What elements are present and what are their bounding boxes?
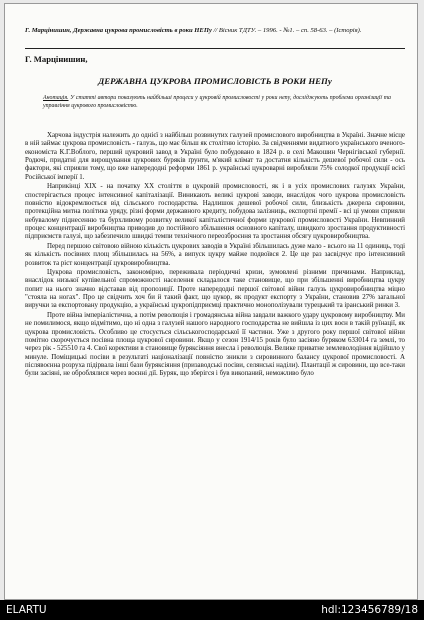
paragraph: Перед першою світовою війною кількість цукрових заводів в Україні збільшилась дуже мало - всього на 11 одиниць, тоді як кількість посівних площ збільшилась на 56%, а випуск цукру майже подвоївся 2. Це ще раз засвідчує про інтенсивний розвиток та ріст концентрації цукровиробництва. (25, 242, 405, 267)
article-title: ДЕРЖАВНА ЦУКРОВА ПРОМИСЛОВІСТЬ В РОКИ НЕПу (98, 76, 332, 86)
paragraph: Наприкінці ХІХ - на початку ХХ століття в цукровій промисловості, як і в усіх промислових галузях України, спостерігається процес інтенсивної капіталізації. Виникають великі цукрові заводи, внаслідок чого цукрова промисловість повністю відокремлюється від сільського господарства. Надлишок дешевої робочої сили, близькість джерела сировини, протекційна митна політика уряду, різні форми державного кредиту, побудова залізниць, експортні премії - всі ці умови сприяли небувалому піднесенню та бурхливому розвитку великої капіталістичної форми цукрової промисловості України. Невпинний процес концентрації виробництва приводив до постійного збільшення основного капіталу, швидкого зростання продуктивності підприємств галузі, що забезпечило швидкі темпи технічного переозброєння та зростання обсягу цукровиробництва. (25, 183, 405, 241)
header-divider (25, 48, 405, 49)
document-page (4, 3, 418, 600)
paragraph: Проте війна імперіалістична, а потім революція і громадянська війна завдали важкого удару цукровому виробництву. Ми не помилимося, якщо відмітимо, що ні одна з галузей нашого народного господарства не вийшла із цих воєн в такій руїнації, як цукрова промисловість. Особливо це стосується сільськогосподарської її частини. Уже з другого року першої світової війни помітно скорочується посівна площа цукрової сировини. Якщо у сезон 1914/15 років було засіяно буряком 633014 га землі, то через рік - 525510 га 4. Свої корективи в становище буряксіяння внесла і революція. Велике приватне землеволодіння відійшло у минуле. Поміщицькі посіви в результаті націоналізації повністю зникли з сировинного балансу цукрової промисловості. А післявоєнна розруха підірвала інші бази буряксіяння (призаводські посіви, селянські наділи). Плантації ж сировини, що все-таки були засіяні, не оброблялися через воєнні дії. Буряк, що зберігся і був викопаний, неможливо було (25, 311, 405, 378)
abstract (43, 94, 391, 110)
paragraph: Цукрова промисловість, закономірно, переживала періодичні кризи, зумовлені різними причинами. Наприклад, внаслідок низької купівельної спроможності населення складалося таке становище, що при збільшенні виробництва цукру попит на нього значно відставав від пропозиції. Проте напередодні першої світової війни галузь цукровиробництва міцно "стояла на ногах". Про це свідчить хоч би й такий факт, що цукор, як продукт експорту з України, становив 27% загальної виручки за експортовану продукцію, а українські цукропідприємці практично монополізували турецький та іранський ринки 3. (25, 269, 405, 310)
header-citation-bold: Г. Марцінишин, Державна цукрова промисловість в роки НЕПу (25, 27, 212, 34)
header-citation-rest: // Вісник ТДТУ. – 1996. - №1. – сп. 58-63. – (Історія). (211, 27, 362, 34)
abstract-text: У статті автори показують найбільші процеси у цукровій промисловості у роки непу, досліджують проблеми організації та управління цукрового промисловістю. (43, 95, 391, 109)
article-body (25, 132, 405, 380)
repository-name: ELARTU (6, 604, 47, 616)
paragraph: Харчова індустрія належить до однієї з найбільш розвинутих галузей промислового виробництва в Україні. Значне місце в ній займає цукрова промисловість - галузь, що має більш як столітню історію. За свідченнями видатного українського вченого-економіста К.Г.Воблого, перший цукровий завод в Україні було побудовано в 1824 р. в селі Макошин Чернігівської губернії. Родючі, придатні для вирощування цукрових буряків ґрунти, м'який клімат та достатня кількість дешевої робочої сили - ось фактори, які сприяли тому, що вже напередодні реформи 1861 р. українські цукроварні виробляли 75% солодкої продукції всієї Російської імперії 1. (25, 132, 405, 181)
abstract-label: Анотація. (43, 95, 69, 101)
author-name: Г. Марцінишин, (25, 54, 88, 64)
handle-link[interactable]: hdl:123456789/18 (321, 604, 418, 616)
repository-footer-bar (0, 600, 424, 620)
running-header (25, 26, 405, 35)
